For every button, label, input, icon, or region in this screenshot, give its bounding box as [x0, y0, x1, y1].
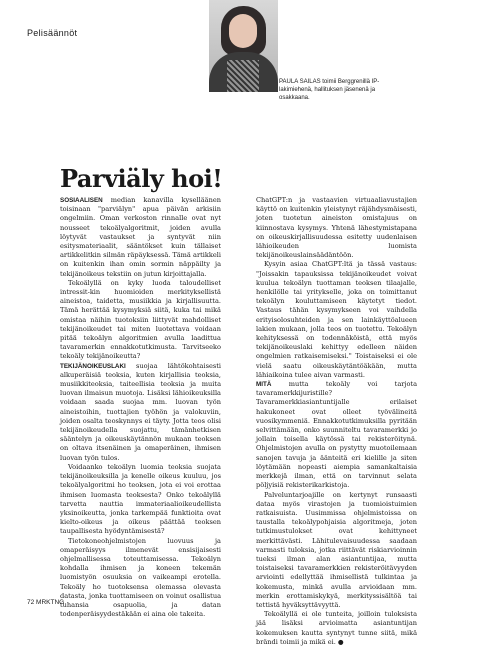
article-title: Parviäly hoi! [60, 164, 223, 194]
paragraph: Voidaanko tekoälyn luomia teoksia suojata tekijänoikeuksilla ja kenelle oikeus kuuluu, jos tekoälyalgoritmi ho teoksen, jota ei voi erottaa ihmisen luomasta teoksesta? Onko tekoälyllä tarvetta nauttia immateriaalioikeudellista yksinoikeutta, jonka tarkempää funktioita ovat kielto-oikeus ja oikeus päättää teoksen taupallisesta hyödyntämisestä? [60, 462, 221, 536]
paragraph: Kysyin asiaa ChatGPT:ltä ja tässä vastaus: "Joissakin tapauksissa tekijänoikeudet voivat kuulua tekoälyn tuottaman teoksen tilaajalle, henkilölle tai yritykselle, joka on toimittanut tekoälyn kouluttamiseen käytetyt tiedot. Vastaus tähän kysymykseen voi vaihdella erityisolosuhteiden ja sen lainkäyttöalueen lakien mukaan, jolla teos on tuotettu. Tekoälyn kehityksessä on todennäköistä, että myös tekijänoikeuslaki kehittyy edelleen näiden ongelmien ratkaisemiseksi." Toistaiseksi ei ole vielä saatu oikeuskäytäntöäkään, mutta lähiaikoina tulee aivan varmasti. [256, 260, 417, 379]
caption-name: PAULA SAILAS toimii [279, 79, 337, 85]
section-label: Pelisäännöt [27, 28, 78, 38]
paragraph: ChatGPT:n ja vastaavien virtuaaliavustajien käyttö on kuitenkin yleistynyt räjähdysmäisesti, joten tuotetun aineiston omistajuus on kiinnostava kysymys. Yhtenä lähestymistapana on oikeuskirjallisuudessa esitetty uudenlaisen lähioikeuden luomista tekijänoikeuslainsäädäntöön. [256, 196, 417, 260]
right-column [256, 196, 417, 647]
paragraph: TEKIJÄNOIKEUSLAKI suojaa lähtökohtaisesti alkuperäisiä teoksia, kuten kirjallisia teoksia, musiikkiteoksia, taiteellisia teoksia ja muita luovan ilmaisun muotoja. Lisäksi lähioikeuksilla voidaan saada suojaa mm. luovan työn aineistoihin, tuottajien työhön ja valokuviin, joiden osalta teoskynnys ei täyty. Jotta teos olisi tekijänoikeudella suojattu, tämänhetkisen sääntelyn ja oikeuskäytännön mukaan teoksen on oltava itsenäinen ja omaperäinen, ihmisen luovan työn tulos. [60, 361, 221, 462]
author-photo [209, 0, 278, 92]
paragraph: Tietokoneohjelmistojen luovuus ja omaperäisyys ilmenevät ensisijaisesti ohjelmallisessa toteuttamisessa. Tekoälyn kohdalla ihmisen ja koneen tekemän luomistyön osuuksia on vaikeampi erotella. Tekoäly ho tuotoksensa olemassa olevasta datasta, jonka tuottamiseen on voinut osallistua tuhansia osapuolia, ja datan todenperäisyydestäkään ei aina ole takeita. [60, 536, 221, 619]
paragraph: Tekoälyllä ei ole tunteita, joilloin tuloksista jää lisäksi arvioimatta asiantuntijan kokemuksen kautta syntynyt tunne siitä, mikä brändi toimii ja mikä ei. ● [256, 610, 417, 646]
paragraph: Tekoälyllä on kyky luoda taloudelliset intressit-kin huomioiden merkityksellistä aineistoa, taidetta, musiikkia ja kirjallisuutta. Tämä herättää kysymyksiä siitä, kuka tai mikä omistaa näihin tuotoksiin liittyvät mahdolliset tekijänoikeudet tai miten luotettava voidaan pitää tekoälyn algoritmien avulla laadittua tavaramerkin ennakkotutkimusta. Tarvitseeko tekoäly tekijänoikeutta? [60, 278, 221, 361]
paragraph: MITÄ mutta tekoäly voi tarjota tavaramerkkijuristille? Tavaramerkkiasiantuntijalle erilaiset hakukoneet ovat olleet työvälineitä vuosikymmeniä. Ennakkotutkimuksilla pyritään selvittämään, onko suunniteltu tavaramerkki jo jollain toisella käytössä tai rekisteröitynä. Ohjelmistojen avulla on pystytty muotoilemaan sanojen tavuja ja äänteitä eri kielille ja siten löytämään nopeasti aiempia samankaltaisia merkkejä ilman, että on tarvinnut selata pöljyisiä rekisterikarkistoja. [256, 380, 417, 490]
paragraph: SOSIAALISEN median kanavilla kyselläänen toisinaan "parviälyn" apua päivän arkisiin ongelmiin. Oman verkoston rinnalle ovat nyt nousseet tekoälyalgoritmit, joiden avulla löytyvät vastaukset ja syntyvät niin esitysmateriaalit, sääntökset kuin tällaiset artikkelitkin silmän räpäyksessä. Tämä artikkeli on kuitenkin ihan omin sormin näppäilty ja tekijänoikeus tekstiin on jutun kirjoittajalla. [60, 196, 221, 278]
caption-text: Berggrenillä IP-lakimiehenä, hallituksen jäsenenä ja osakkaana. [279, 79, 380, 101]
page-footer: 72 MRKTNG [27, 599, 65, 606]
photo-caption [279, 78, 389, 102]
paragraph: Palveluntarjoajille on kertynyt runsaasti dataa myös virastojen ja tuomioistuimien ratkaisuista. Uusimmissa ohjelmistoissa on taustalla tekoälypohjaisia algoritmeja, joten tutkimustulokset ovat kehittyneet merkittävästi. Lähitulevaisuudessa saadaan varmasti tuloksia, jotka riittävät riskiarvioinnin tueksi ilman alan asiantuntijaa, mutta toistaiseksi tavaramerkkien rekisteröitävyyden arviointi edellyttää ihmisellistä tulkintaa ja kokemusta, minkä avulla arvioidaan mm. merkin erottamiskykyä, merkityssisältöä tai tettistä hyväksyttävyyttä. [256, 490, 417, 609]
left-column [60, 196, 221, 619]
